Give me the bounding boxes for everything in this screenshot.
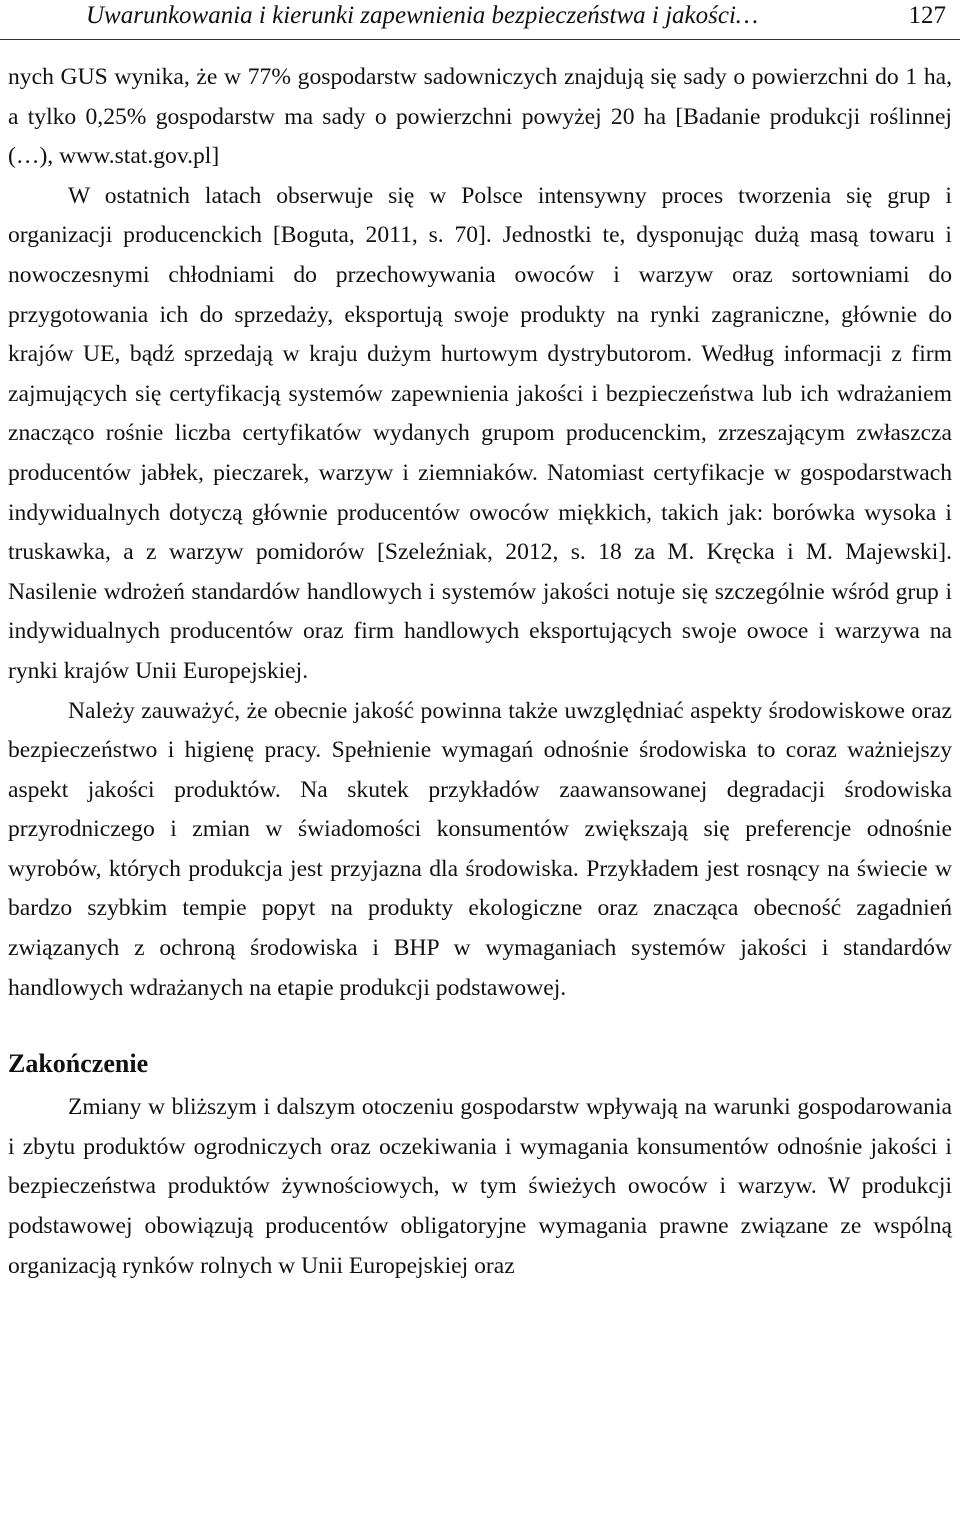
paragraph-continued: nych GUS wynika, że w 77% gospodarstw sadowniczych znajdują się sady o powierzchni do 1 ha, a tylko 0,25% gospodarstw ma sady o powierzchni powyżej 20 ha [Badanie produkcji roślinnej (…), www.stat.gov.pl] <box>8 64 952 170</box>
paragraph-environment: Należy zauważyć, że obecnie jakość powinna także uwzględniać aspekty środowiskowe oraz bezpieczeństwo i higienę pracy. Spełnienie wymagań odnośnie środowiska to coraz ważniejszy aspekt jakości produktów. Na skutek przykładów zaawansowanej degradacji środowiska przyrodniczego i zmian w świadomości konsumentów zwiększają się preferencje odnośnie wyrobów, których produkcja jest przyjazna dla środowiska. Przykładem jest rosnący na świecie w bardzo szybkim tempie popyt na produkty ekologiczne oraz znacząca obecność zagadnień związanych z ochroną środowiska i BHP w wymaganiach systemów jakości i standardów handlowych wdrażanych na etapie produkcji podstawowej. <box>8 697 952 1001</box>
section-heading: Zakończenie <box>8 1049 149 1079</box>
page-body <box>8 58 952 1286</box>
running-header <box>0 0 960 40</box>
paragraph-conclusion: Zmiany w bliższym i dalszym otoczeniu gospodarstw wpływają na warunki gospodarowania i zbytu produktów ogrodniczych oraz oczekiwania i wymagania konsumentów odnośnie jakości i bezpieczeństwa produktów żywnościowych, w tym świeżych owoców i warzyw. W produkcji podstawowej obowiązują producentów obligatoryjne wymagania prawne związane ze wspólną organizacją rynków rolnych w Unii Europejskiej oraz <box>8 1094 952 1279</box>
page-number: 127 <box>908 2 946 29</box>
running-title: Uwarunkowania i kierunki zapewnienia bezpieczeństwa i jakości… <box>86 2 759 29</box>
paragraph-producer-groups: W ostatnich latach obserwuje się w Polsce intensywny proces tworzenia się grup i organizacji producenckich [Boguta, 2011, s. 70]. Jednostki te, dysponując dużą masą towaru i nowoczesnymi chłodniami do przechowywania owoców i warzyw oraz sortowniami do przygotowania ich do sprzedaży, eksportują swoje produkty na rynki zagraniczne, głównie do krajów UE, bądź sprzedają w kraju dużym hurtowym dystrybutorom. Według informacji z firm zajmujących się certyfikacją systemów zapewnienia jakości i bezpieczeństwa lub ich wdrażaniem znacząco rośnie liczba certyfikatów wydanych grupom producenckim, zrzeszającym zwłaszcza producentów jabłek, pieczarek, warzyw i ziemniaków. Natomiast certyfikacje w gospodarstwach indywidualnych dotyczą głównie producentów owoców miękkich, takich jak: borówka wysoka i truskawka, a z warzyw pomidorów [Szeleźniak, 2012, s. 18 za M. Kręcka i M. Majewski]. Nasilenie wdrożeń standardów handlowych i systemów jakości notuje się szczególnie wśród grup i indywidualnych producentów oraz firm handlowych eksportujących swoje owoce i warzywa na rynki krajów Unii Europejskiej. <box>8 182 952 684</box>
